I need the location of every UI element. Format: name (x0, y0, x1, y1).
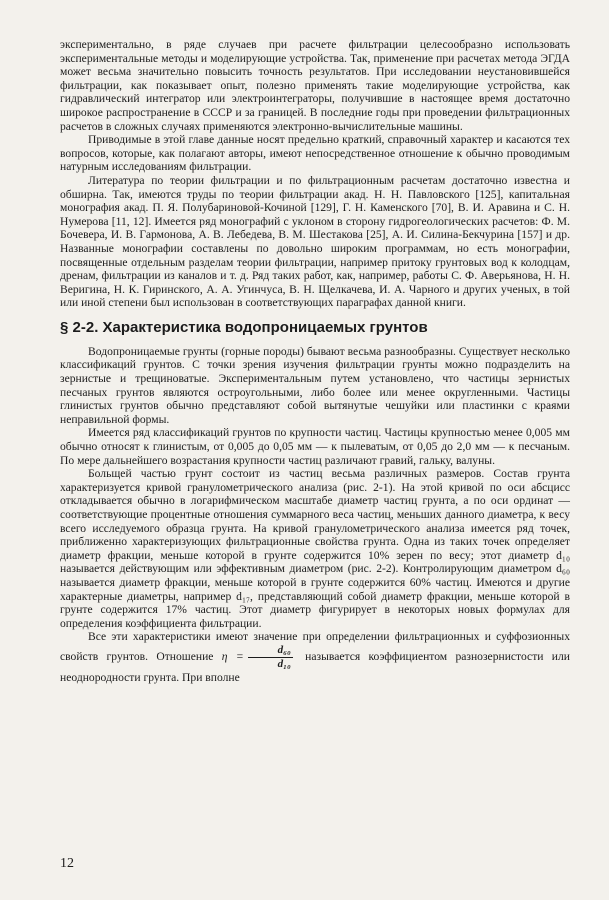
paragraph-4: Водопроницаемые грунты (горные породы) бывают весьма разнообразны. Существует несколько классификаций грунтов. С точки зрения изучения фильтрации грунты можно подразделить на зернистые и трещиноватые. Экспериментальным путем установлено, что частицы зернистых песчаных грунтов являются остроугольными, либо более или менее округленными. Частицы глинистых грунтов обычно представляют собой вытянутые чешуйки или пластинки с краями неправильной формы. (60, 344, 570, 426)
paragraph-2: Приводимые в этой главе данные носят предельно краткий, справочный характер и касаются тех вопросов, которые, как полагают авторы, имеют непосредственное отношение к обычно проводимым натурным исследованиям фильтрации. (60, 133, 570, 174)
page-number: 12 (60, 856, 74, 871)
fraction-numerator: d₆₀ (248, 644, 293, 658)
paragraph-7-text: Все эти характеристики имеют значение при определении фильтрационных и суффозионных свойств грунтов. Отношение (60, 630, 570, 664)
fraction-denominator: d₁₀ (277, 657, 291, 670)
paragraph-6: Больщей частью грунт состоит из частиц весьма различных размеров. Состав грунта характеризуется кривой гранулометрического анализа (рис. 2-1). На этой кривой по оси абсцисс откладывается обычно в логарифмическом масштабе диаметр частиц грунта, а по оси ординат — соответствующие процентные отношения суммарного веса частиц, меньших данного диаметра, к весу всего исследуемого образца грунта. На кривой гранулометрического анализа имеется ряд точек, приближенно характеризующих фильтрационные свойства грунта. Одна из таких точек определяет диаметр фракции, меньше которой в грунте содержится 10% зерен по весу; этот диаметр d₁₀ называется действующим или эффективным диаметром (рис. 2-2). Контролирующим диаметром d₆₀ называется диаметр фракции, меньше которой в грунте содержится 60% частиц. Имеются и другие характерные диаметры, например d₁₇, представляющий собой диаметр фракции, меньше которой в грунте содержится 17% частиц. Этот диаметр фигурирует в некоторых новых формулах для определения коэффициента фильтрации. (60, 467, 570, 630)
section-heading: § 2-2. Характеристика водопроницаемых грунтов (60, 318, 428, 336)
uniformity-fraction (248, 644, 293, 671)
eta-symbol: η = (221, 650, 244, 664)
paragraph-7-end: называется коэффициентом разнозернистости или неоднородности грунта. При вполне (60, 650, 570, 684)
paragraph-3: Литература по теории фильтрации и по фильтрационным расчетам достаточно известна и обширна. Так, имеются труды по теории фильтрации акад. Н. Н. Павловского [125], капитальная монография акад. П. Я. Полубариновой-Кочиной [129], Г. Н. Каменского [70], В. И. Аравина и С. Н. Нумерова [11, 12]. Имеется ряд монографий с уклоном в сторону гидрогеологических расчетов: Ф. М. Бочевера, И. В. Гармонова, А. В. Лебедева, В. М. Шестакова [25], А. И. Силина-Бекчурина [157] и др. Названные монографии составлены по довольно широким программам, но есть монографии, посвященные отдельным разделам теории фильтрации, например притоку грунтовых вод к колодцам, дренам, фильтрации из каналов и т. д. Ряд таких работ, как, например, работы С. Ф. Аверьянова, Н. Н. Веригина, Н. К. Гиринского, А. А. Угинчуса, В. Н. Щелкачева, И. А. Чарного и других ученых, в той или иной степени был использован в соответствующих параграфах данной книги. (60, 173, 570, 310)
paragraph-7 (60, 630, 570, 684)
paragraph-1: экспериментально, в ряде случаев при расчете фильтрации целесообразно использовать экспериментальные методы и моделирующие устройства. Так, применение при расчетах метода ЭГДА может весьма значительно повысить точность результатов. При исследовании неустановившейся фильтрации, как показывает опыт, полезно применять такие моделирующие устройства, как гидравлический интегратор или электроинтеграторы, получившие в настоящее время достаточно широкое распространение в СССР и за границей. В последние годы при проведении фильтрационных расчетов в сложных случаях применяются электронно-вычислительные машины. (60, 38, 570, 133)
paragraph-5: Имеется ряд классификаций грунтов по крупности частиц. Частицы крупностью менее 0,005 мм обычно относят к глинистым, от 0,005 до 0,05 мм — к пылеватым, от 0,05 до 2,0 мм — к песчаным. По мере дальнейшего возрастания крупности частиц различают гравий, гальку, валуны. (60, 426, 570, 467)
text-body (60, 38, 570, 685)
